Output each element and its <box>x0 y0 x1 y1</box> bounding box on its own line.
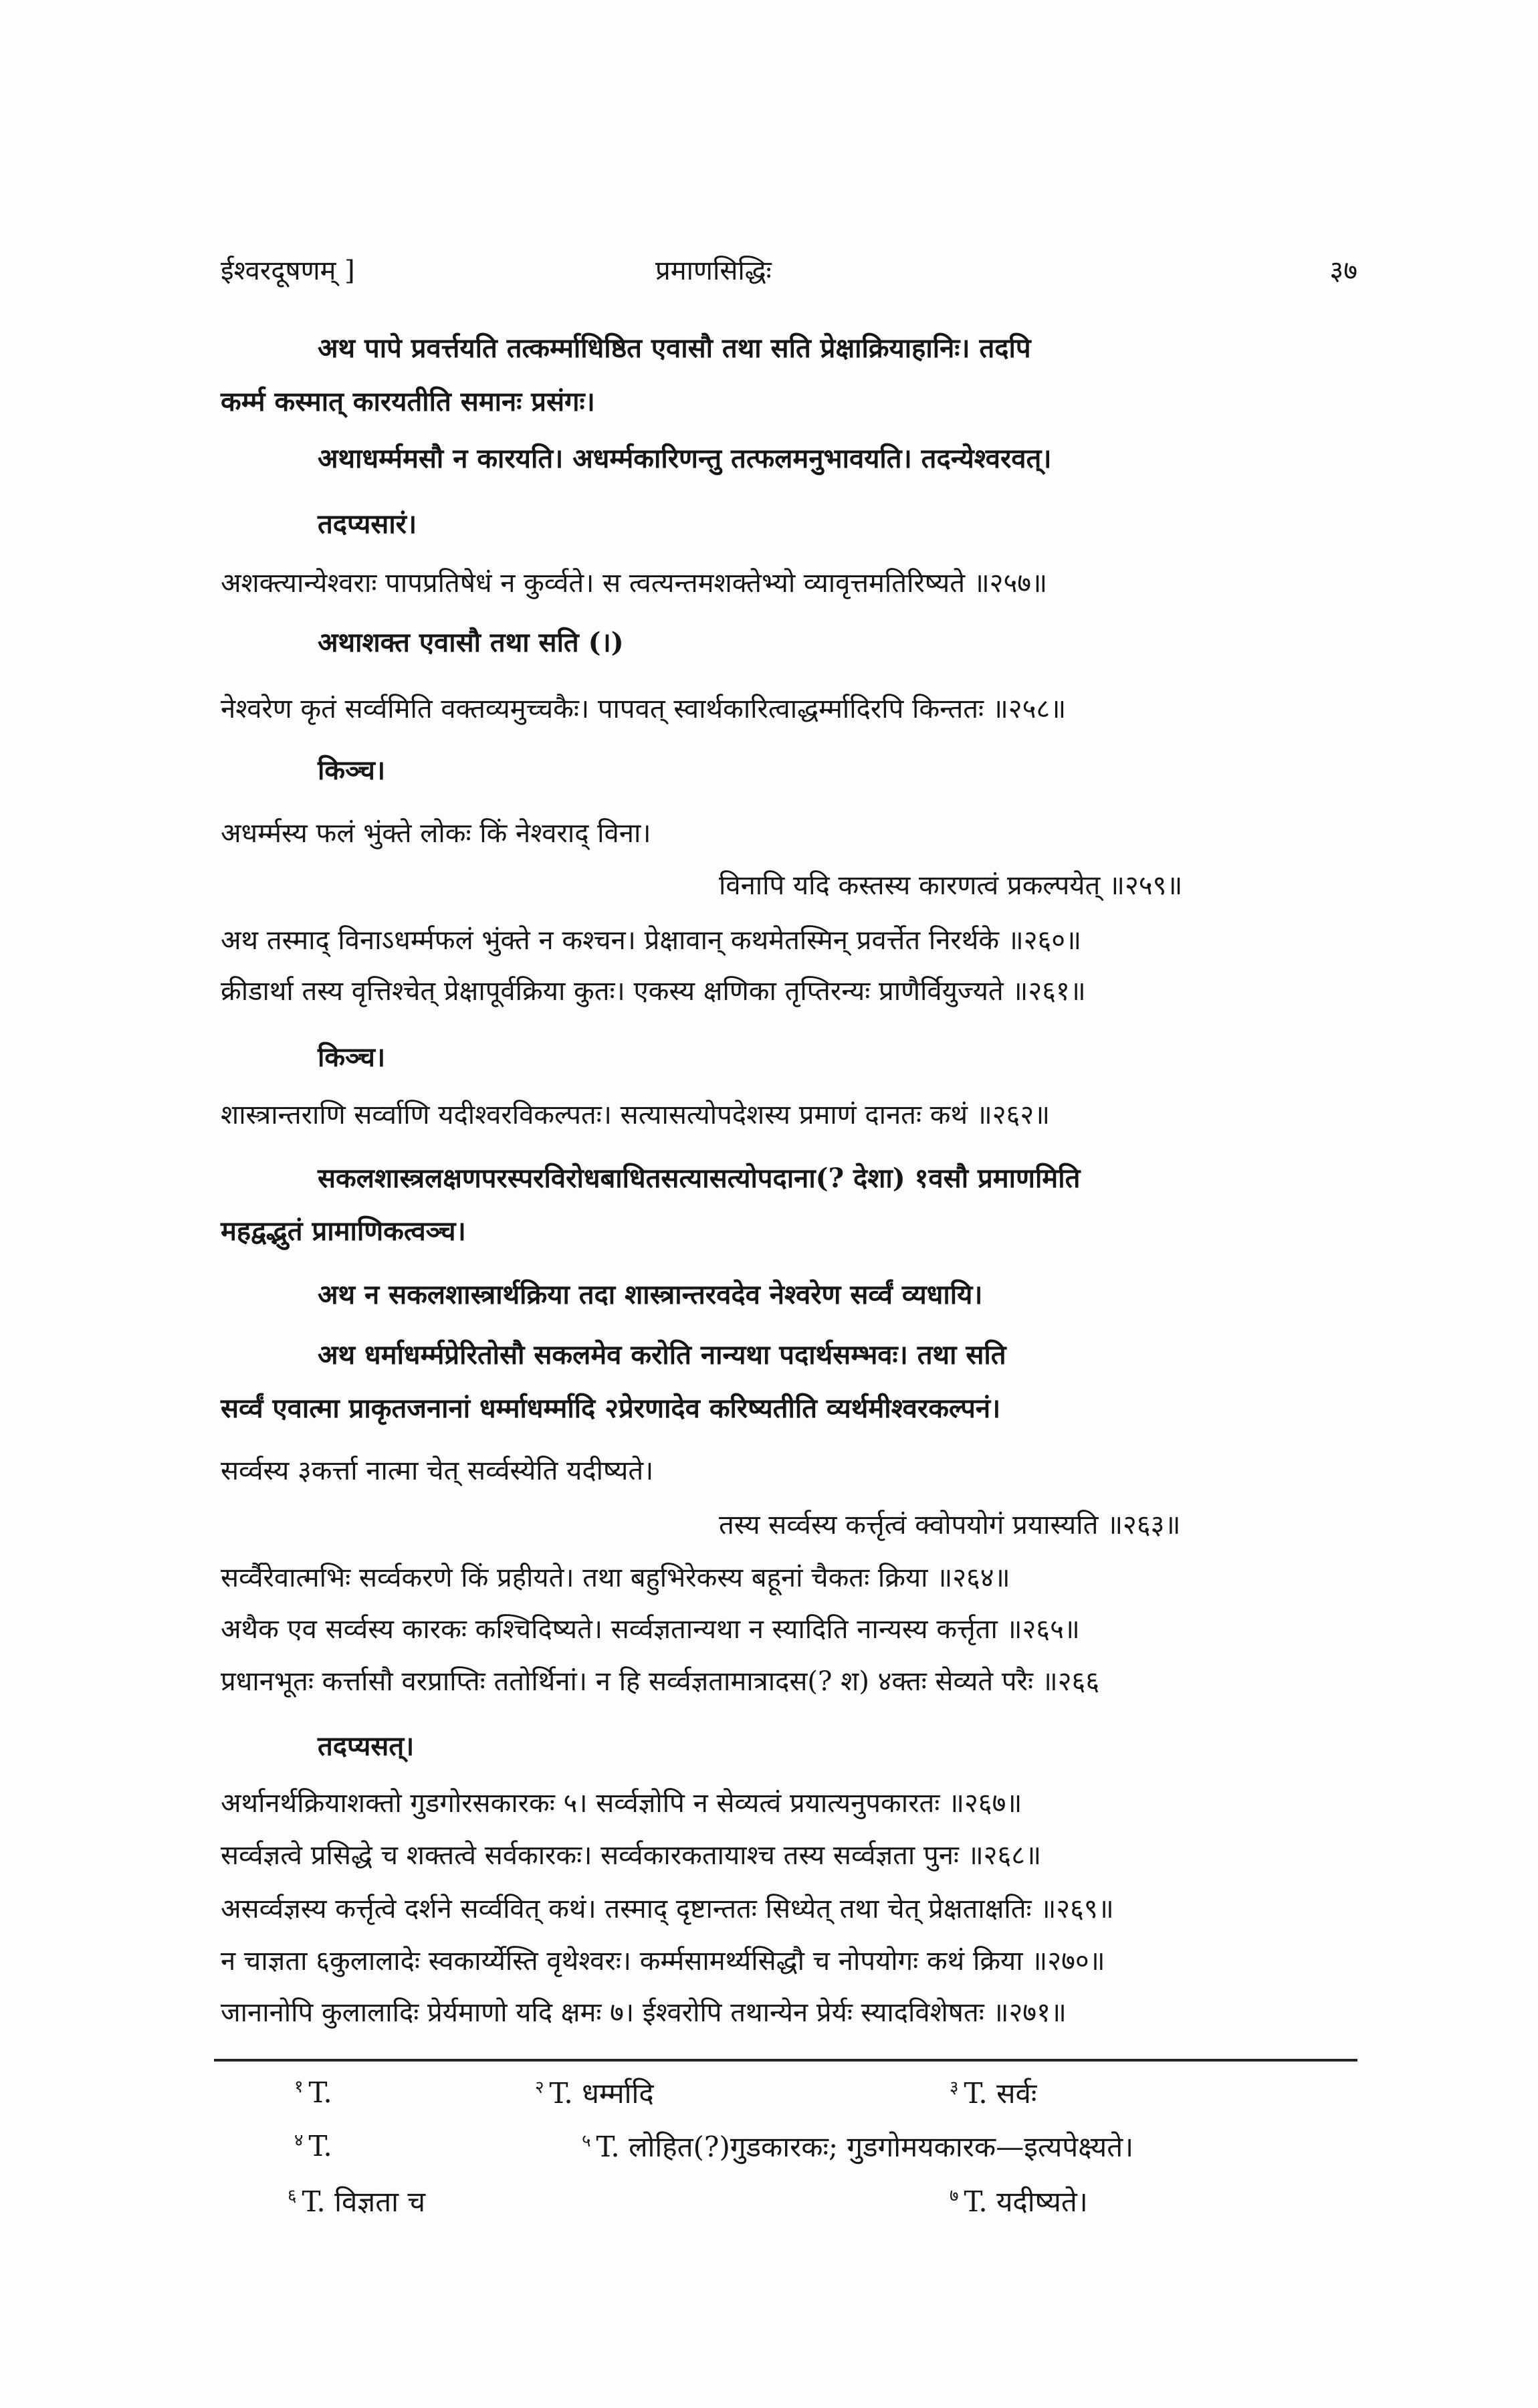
page-header <box>221 251 1357 298</box>
footnote-divider <box>214 2059 1357 2062</box>
text-line: तदप्यसत्। <box>318 1730 415 1762</box>
verse-line: तस्य सर्व्वस्य कर्त्तृत्वं क्वोपयोगं प्रयास्यति ॥२६३॥ <box>719 1510 1181 1540</box>
verse-line: सर्व्वैरेवात्मभिः सर्व्वकरणे किं प्रहीयते। तथा बहुभिरेकस्य बहूनां चैकतः क्रिया ॥२६४॥ <box>221 1563 1010 1593</box>
footnote-mark: २ <box>535 2078 544 2098</box>
verse-line: अथ तस्माद् विनाऽधर्म्मफलं भुंक्ते न कश्चन। प्रेक्षावान् कथमेतस्मिन् प्रवर्त्तेत निरर्थके ॥२६०॥ <box>221 925 1082 956</box>
footnote-text: T. सर्वः <box>964 2077 1037 2110</box>
verse-line: प्रधानभूतः कर्त्तासौ वरप्राप्तिः ततोर्थिनां। न हि सर्व्वज्ञतामात्रादस(? श) ४क्तः सेव्यते परैः ॥२६६ <box>221 1666 1100 1697</box>
verse-line: अशक्त्यान्येश्वराः पापप्रतिषेधं न कुर्व्वते। स त्वत्यन्तमशक्तेभ्यो व्यावृत्तमतिरिष्यते ॥२५७॥ <box>221 568 1048 599</box>
text-line: सर्व्वं एवात्मा प्राकृतजनानां धर्म्माधर्म्मादि २प्रेरणादेव करिष्यतीति व्यर्थमीश्वरकल्पनं। <box>221 1393 1001 1424</box>
footnote-mark: ६ <box>288 2186 297 2206</box>
footnote <box>582 2127 1133 2165</box>
verse-line: क्रीडार्था तस्य वृत्तिश्चेत् प्रेक्षापूर्वक्रिया कुतः। एकस्य क्षणिका तृप्तिरन्यः प्राणैर्वियुज्यते ॥२६१॥ <box>221 976 1086 1007</box>
verse-line: नेश्वरेण कृतं सर्व्वमिति वक्तव्यमुच्चकैः। पापवत् स्वार्थकारित्वाद्धर्म्मादिरपि किन्ततः ॥२५८॥ <box>221 694 1067 724</box>
footnote-text: T. <box>308 2130 332 2163</box>
verse-line: जानानोपि कुलालादिः प्रेर्यमाणो यदि क्षमः ७। ईश्वरोपि तथान्येन प्रेर्यः स्यादविशेषतः ॥२७१॥ <box>221 1997 1067 2028</box>
verse-line: अर्थानर्थक्रियाशक्तो गुडगोरसकारकः ५। सर्व्वज्ञोपि न सेव्यत्वं प्रयात्यनुपकारतः ॥२६७॥ <box>221 1788 1022 1819</box>
footnote <box>294 2074 332 2109</box>
verse-line: विनापि यदि कस्तस्य कारणत्वं प्रकल्पयेत् ॥२५९॥ <box>719 870 1183 901</box>
text-line: महद्वद्भुतं प्रामाणिकत्वञ्च। <box>221 1215 466 1247</box>
verse-line: सर्व्वज्ञत्वे प्रसिद्धे च शक्तत्वे सर्वकारकः। सर्व्वकारकतायाश्च तस्य सर्व्वज्ञता पुनः ॥२६८॥ <box>221 1840 1042 1871</box>
section-title: ईश्वरदूषणम् ] <box>221 256 355 286</box>
text-line: किञ्च। <box>318 1041 386 1073</box>
footnote <box>950 2182 1088 2220</box>
text-line: सकलशास्त्रलक्षणपरस्परविरोधबाधितसत्यासत्योपदाना(? देशा) १वसौ प्रमाणमिति <box>318 1163 1081 1194</box>
footnote-text: T. विज्ञता च <box>302 2185 426 2218</box>
footnote-mark: ७ <box>950 2186 959 2206</box>
verse-line: सर्व्वस्य ३कर्त्ता नात्मा चेत् सर्व्वस्येति यदीष्यते। <box>221 1456 654 1486</box>
footnote <box>294 2127 332 2163</box>
footnote <box>950 2074 1036 2112</box>
footnote-text: T. <box>308 2076 332 2109</box>
footnote-mark: ५ <box>582 2131 591 2151</box>
running-title: प्रमाणसिद्धिः <box>655 256 772 286</box>
text-line: अथ धर्माधर्म्मप्रेरितोसौ सकलमेव करोति नान्यथा पदार्थसम्भवः। तथा सति <box>318 1339 1006 1371</box>
text-line: तदप्यसारं। <box>318 508 417 540</box>
footnote-mark: ४ <box>294 2130 304 2150</box>
verse-line: अधर्म्मस्य फलं भुंक्ते लोकः किं नेश्वराद् विना। <box>221 818 651 849</box>
footnote-text: T. लोहित(?)गुडकारकः; गुडगोमयकारक—इत्यपेक्ष्यते। <box>596 2130 1134 2163</box>
page-number: ३७ <box>1329 256 1357 286</box>
footnote-mark: १ <box>294 2077 304 2097</box>
text-line: अथाशक्त एवासौ तथा सति (।) <box>318 627 624 658</box>
text-line: कर्म्म कस्मात् कारयतीति समानः प्रसंगः। <box>221 386 595 417</box>
verse-line: अथैक एव सर्व्वस्य कारकः कश्चिदिष्यते। सर्व्वज्ञतान्यथा न स्यादिति नान्यस्य कर्त्तृता ॥२६५॥ <box>221 1614 1080 1645</box>
verse-line: असर्व्वज्ञस्य कर्त्तृत्वे दर्शने सर्व्ववित् कथं। तस्माद् दृष्टान्ततः सिध्येत् तथा चेत् प्रेक्षताक्षतिः ॥२६९॥ <box>221 1894 1114 1924</box>
text-line: अथ पापे प्रवर्त्तयति तत्कर्म्माधिष्ठित एवासौ तथा सति प्रेक्षाक्रियाहानिः। तदपि <box>318 332 1031 364</box>
text-line: किञ्च। <box>318 755 386 786</box>
footnote <box>288 2182 425 2220</box>
footnote <box>535 2074 654 2112</box>
footnote-text: T. धर्म्मादि <box>549 2077 654 2110</box>
verse-line: न चाज्ञता ६कुलालादेः स्वकार्य्येस्ति वृथेश्वरः। कर्म्मसामर्थ्यसिद्धौ च नोपयोगः कथं क्रिया ॥२७०॥ <box>221 1946 1105 1977</box>
footnote-mark: ३ <box>950 2078 959 2098</box>
text-line: अथाधर्म्ममसौ न कारयति। अधर्म्मकारिणन्तु तत्फलमनुभावयति। तदन्येश्वरवत्। <box>318 443 1052 474</box>
text-line: अथ न सकलशास्त्रार्थक्रिया तदा शास्त्रान्तरवदेव नेश्वरेण सर्व्वं व्यधायि। <box>318 1279 983 1310</box>
footnote-text: T. यदीष्यते। <box>964 2185 1088 2218</box>
verse-line: शास्त्रान्तराणि सर्व्वाणि यदीश्वरविकल्पतः। सत्यासत्योपदेशस्य प्रमाणं दानतः कथं ॥२६२॥ <box>221 1100 1051 1130</box>
